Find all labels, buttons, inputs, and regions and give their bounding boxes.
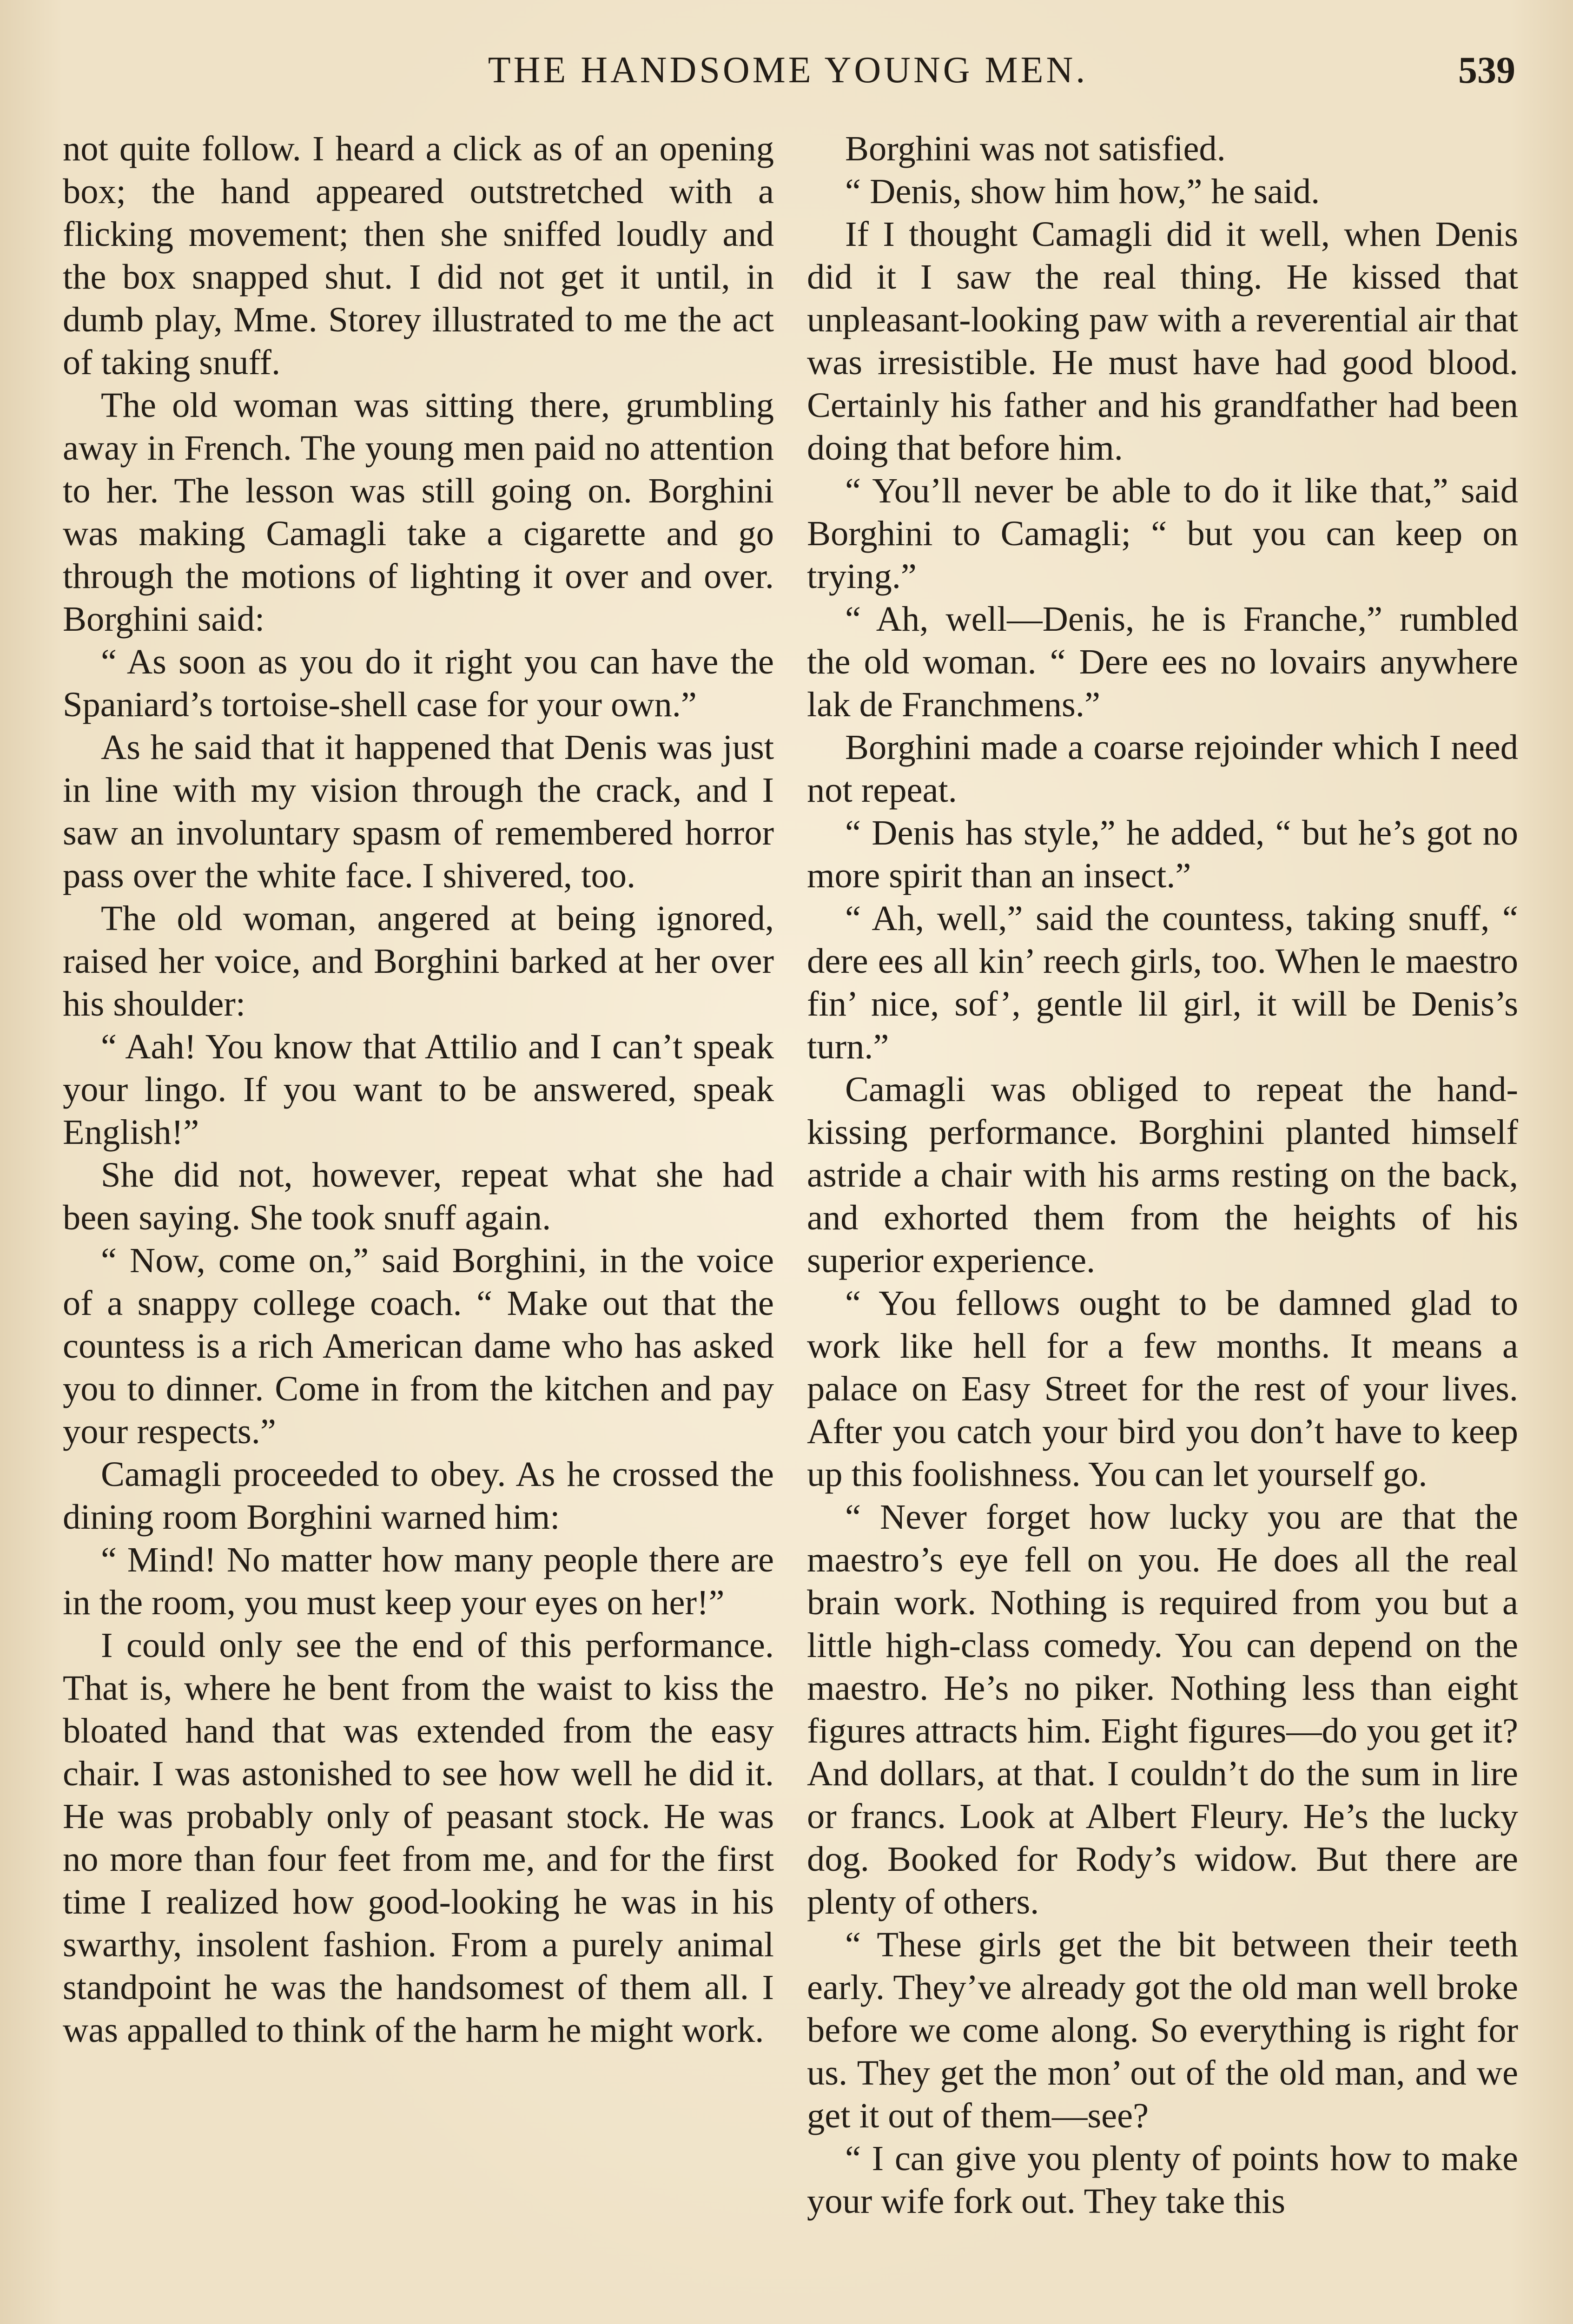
paragraph: not quite follow. I heard a click as of an opening box; the hand appeared outstretched with a flicking movement; then she sniffed loudly and the box snapped shut. I did not get it until, in dumb play, Mme. Storey illustrated to me the act of taking snuff. bbox=[63, 129, 774, 382]
paragraph: “ Denis, show him how,” he said. bbox=[845, 172, 1320, 211]
paragraph: “ Ah, well,” said the countess, taking snuff, “ dere ees all kin’ reech girls, too. When le maestro fin’ nice, sof’, gentle lil girl, it will be Denis’s turn.” bbox=[807, 898, 1518, 1066]
running-header bbox=[60, 45, 1515, 96]
paragraph: “ These girls get the bit between their teeth early. They’ve already got the old man well broke before we come along. So everything is right for us. They get the mon’ out of the old man, and we get it out of them—see? bbox=[807, 1925, 1518, 2135]
right-text-column bbox=[807, 127, 1518, 2223]
paragraph: She did not, however, repeat what she had been saying. She took snuff again. bbox=[63, 1155, 774, 1237]
paragraph: “ Ah, well—Denis, he is Franche,” rumbled the old woman. “ Dere ees no lovairs anywhere lak de Franchmens.” bbox=[807, 599, 1518, 724]
paragraph: “ Mind! No matter how many people there are in the room, you must keep your eyes on her!” bbox=[63, 1540, 774, 1622]
paragraph: “ As soon as you do it right you can have the Spaniard’s tortoise-shell case for your own.” bbox=[63, 642, 774, 724]
paragraph: “ You’ll never be able to do it like that,” said Borghini to Camagli; “ but you can keep on trying.” bbox=[807, 471, 1518, 596]
paragraph: “ Denis has style,” he added, “ but he’s got no more spirit than an insect.” bbox=[807, 813, 1518, 895]
paragraph: “ You fellows ought to be damned glad to work like hell for a few months. It means a palace on Easy Street for the rest of your lives. After you catch your bird you don’t have to keep up this foolishness. You can let yourself go. bbox=[807, 1283, 1518, 1494]
paragraph: Borghini was not satisfied. bbox=[845, 129, 1226, 168]
paragraph: “ Now, come on,” said Borghini, in the voice of a snappy college coach. “ Make out that the countess is a rich American dame who has asked you to dinner. Come in from the kitchen and pay your respects.” bbox=[63, 1241, 774, 1451]
paragraph: “ Never forget how lucky you are that the maestro’s eye fell on you. He does all the real brain work. Nothing is required from you but a little high-class comedy. You can depend on the maestro. He’s no piker. Nothing less than eight figures attracts him. Eight figures—do you get it? And dollars, at that. I couldn’t do the sum in lire or francs. Look at Albert Fleury. He’s the lucky dog. Booked for Rody’s widow. But there are plenty of others. bbox=[807, 1497, 1518, 1921]
paragraph: Camagli proceeded to obey. As he crossed the dining room Borghini warned him: bbox=[63, 1454, 774, 1537]
paragraph: The old woman was sitting there, grumbling away in French. The young men paid no attention to her. The lesson was still going on. Borghini was making Camagli take a cigarette and go through the motions of lighting it over and over. Borghini said: bbox=[63, 385, 774, 639]
running-title: THE HANDSOME YOUNG MEN. bbox=[488, 50, 1088, 91]
page-number: 539 bbox=[1458, 49, 1515, 91]
left-text-column bbox=[63, 127, 774, 2052]
paragraph: Camagli was obliged to repeat the hand-kissing performance. Borghini planted himself astride a chair with his arms resting on the back, and exhorted them from the heights of his superior experience. bbox=[807, 1070, 1518, 1280]
paragraph: I could only see the end of this performance. That is, where he bent from the waist to kiss the bloated hand that was extended from the easy chair. I was astonished to see how well he did it. He was probably only of peasant stock. He was no more than four feet from me, and for the first time I realized how good-looking he was in his swarthy, insolent fashion. From a purely animal standpoint he was the handsomest of them all. I was appalled to think of the harm he might work. bbox=[63, 1625, 774, 2050]
paragraph: The old woman, angered at being ignored, raised her voice, and Borghini barked at her over his shoulder: bbox=[63, 898, 774, 1023]
paragraph: Borghini made a coarse rejoinder which I need not repeat. bbox=[807, 727, 1518, 810]
paragraph: If I thought Camagli did it well, when Denis did it I saw the real thing. He kissed that unpleasant-looking paw with a reverential air that was irresistible. He must have had good blood. Certainly his father and his grandfather had been doing that before him. bbox=[807, 214, 1518, 468]
paragraph: As he said that it happened that Denis was just in line with my vision through the crack, and I saw an involuntary spasm of remembered horror pass over the white face. I shivered, too. bbox=[63, 727, 774, 895]
paragraph: “ Aah! You know that Attilio and I can’t speak your lingo. If you want to be answered, speak English!” bbox=[63, 1027, 774, 1152]
paragraph: “ I can give you plenty of points how to make your wife fork out. They take this bbox=[807, 2139, 1518, 2221]
